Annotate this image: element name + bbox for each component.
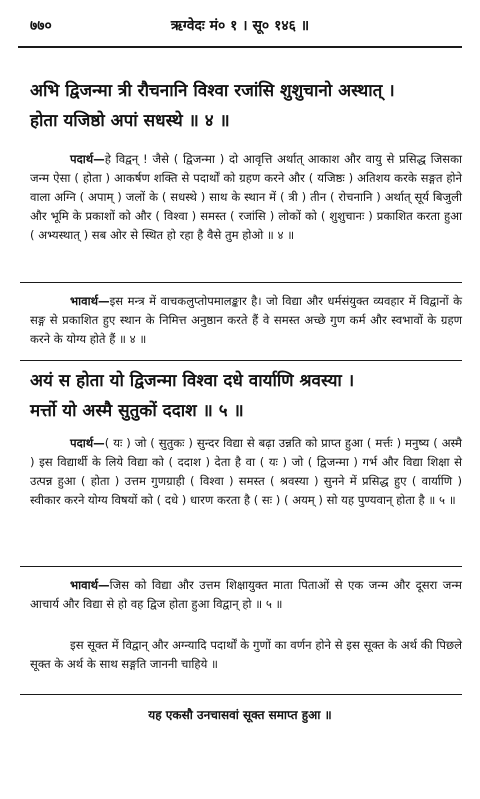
bhavartha-4-text: इस मन्त्र में वाचकलुप्तोपमालङ्कार है। जो विद्या और धर्मसंयुक्त व्यवहार में विद्वानों के सङ्ग से प्रकाशित हुए स्थान के निमित्त अनुष्ठान करते हैं वे समस्त अच्छे गुण कर्म और स्वभावों के ग्रहण करने के योग्य होते हैं ॥ ४ ॥ [30, 294, 462, 346]
mantra-4-line-2: होता यजिष्ठो अपां सधस्थे ॥ ४ ॥ [30, 111, 230, 131]
bhavartha-5 [30, 576, 462, 614]
divider [20, 360, 462, 361]
page-number: ७७० [30, 18, 52, 34]
padartha-label: पदार्थ— [70, 152, 105, 166]
sukta-end-note: यह एकसौ उनचासवां सूक्त समाप्त हुआ ॥ [148, 708, 332, 722]
mantra-5-line-1: अयं स होता यो द्विजन्मा विश्वा दधे वार्याणि श्रवस्या । [30, 371, 355, 391]
padartha-5 [30, 434, 462, 510]
padartha-5-text: ( यः ) जो ( सुतुकः ) सुन्दर विद्या से बढ़ा उन्नति को प्राप्त हुआ ( मर्त्तः ) मनुष्य ( अस्मै ) इस विद्यार्थी के लिये विद्या को ( ददाश ) देता है वा ( यः ) जो ( द्विजन्मा ) गर्भ और विद्या शिक्षा से उत्पन्न हुआ ( होता ) उत्तम गुणग्राही ( विश्वा ) समस्त ( श्रवस्या ) सुनने में प्रसिद्ध हुए ( वार्याणि ) स्वीकार करने योग्य विषयों को ( दधे ) धारण करता है ( सः ) ( अयम् ) सो यह पुण्यवान् होता है ॥ ५ ॥ [30, 436, 462, 507]
padartha-4-text: हे विद्वन् ! जैसे ( द्विजन्मा ) दो आवृत्ति अर्थात् आकाश और वायु से प्रसिद्ध जिसका जन्म ऐसा ( होता ) आकर्षण शक्ति से पदार्थों को ग्रहण करने और ( यजिष्ठः ) अतिशय करके सङ्गत होने वाला अग्नि ( अपाम् ) जलों के ( सधस्थे ) साथ के स्थान में ( त्री ) तीन ( रोचनानि ) अर्थात् सूर्य बिजुली और भूमि के प्रकाशों को और ( विश्वा ) समस्त ( रजांसि ) लोकों को ( शुशुचानः ) प्रकाशित करता हुआ ( अभ्यस्थात् ) सब ओर से स्थित हो रहा है वैसे तुम होओ ॥ ४ ॥ [30, 152, 462, 242]
mantra-5-line-2: मर्त्तो यो अस्मै सुतुकों ददाश ॥ ५ ॥ [30, 401, 244, 421]
bhavartha-4 [30, 292, 462, 349]
bhavartha-label: भावार्थ— [70, 578, 110, 592]
divider [20, 566, 462, 567]
bhavartha-label: भावार्थ— [70, 294, 110, 308]
padartha-4 [30, 150, 462, 245]
divider [20, 282, 462, 283]
sukta-summary: इस सूक्त में विद्वान् और अग्न्यादि पदार्थों के गुणों का वर्णन होने से इस सूक्त के अर्थ की पिछले सूक्त के अर्थ के साथ सङ्गति जाननी चाहिये ॥ [30, 638, 462, 671]
page-header [18, 12, 462, 48]
mantra-4-line-1: अभि द्विजन्मा त्री रौचनानि विश्वा रजांसि शुशुचानो अस्थात् । [30, 81, 395, 101]
running-title: ऋग्वेदः मं० १ । सू० १४६ ॥ [170, 18, 310, 34]
padartha-label: पदार्थ— [70, 436, 105, 450]
divider [20, 694, 462, 695]
bhavartha-5-text: जिस को विद्या और उत्तम शिक्षायुक्त माता पिताओं से एक जन्म और दूसरा जन्म आचार्य और विद्या से हो वह द्विज होता हुआ विद्वान् हो ॥ ५ ॥ [30, 578, 462, 611]
